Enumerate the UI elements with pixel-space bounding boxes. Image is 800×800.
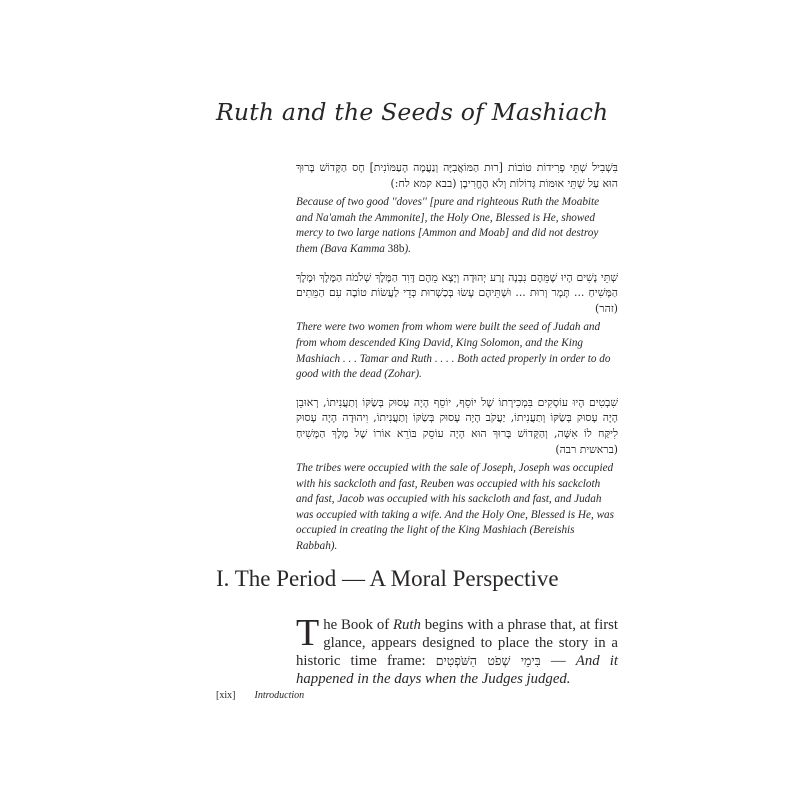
epigraph-1-hebrew: בִּשְׁבִיל שְׁתֵּי פְרִידוֹת טוֹבוֹת [רוּת הַמּוֹאֲבִיָּה וְנַעֲמָה הָעַמּוֹנִית] חָס הַקָּדוֹשׁ בָּרוּךְ הוּא עַל שְׁתֵּי אוּמּוֹת גְּדוֹלוֹת וְלֹא הֶחֱרִיבָן (בבא קמא לח:) bbox=[296, 161, 618, 190]
body-paragraph bbox=[296, 612, 618, 688]
epigraph-1-english-text: Because of two good ''doves'' [pure and righteous Ruth the Moabite and Na'amah the Ammonite], the Holy One, Blessed is He, showed mercy to two large nations [Ammon and Moab] and did not destroy them (Bava Kamma bbox=[296, 196, 600, 255]
drop-cap: T bbox=[296, 612, 320, 654]
page-footer bbox=[216, 683, 516, 702]
chapter-title: Ruth and the Seeds of Mashiach bbox=[216, 98, 609, 126]
page-number: [xix] bbox=[216, 690, 236, 701]
body-text-1: he Book of bbox=[323, 617, 393, 633]
epigraph-1-reference: 38b bbox=[387, 242, 405, 255]
epigraph-block bbox=[296, 160, 618, 567]
epigraph-2 bbox=[296, 270, 618, 383]
epigraph-1-english-end: ). bbox=[404, 242, 411, 255]
epigraph-3-hebrew: שִׁבְטִים הָיוּ עוֹסְקִים בִּמְכִירָתוֹ שֶׁל יוֹסֵף, יוֹסֵף הָיָה עָסוּק בְּשַׂקּוֹ וְתַעֲנִיתוֹ, רְאוּבֵן הָיָה עָסוּק בְּשַׂקּוֹ וְתַעֲנִיתוֹ, יַעֲקֹב הָיָה עָסוּק בְּשַׂקּוֹ וְתַעֲנִיתוֹ, וִיהוּדָה הָיָה עָסוּק לִיקַּח לוֹ אִשָּׁה, וְהַקָּדוֹשׁ בָּרוּךְ הוּא הָיָה עוֹסֵק בּוֹרֵא אוֹרוֹ שֶׁל מֶלֶךְ הַמָּשִׁיחַ (בראשית רבה) bbox=[296, 395, 618, 456]
phrase-translation: And it happened in the days when the Judges judged. bbox=[296, 653, 618, 687]
book-title: Ruth bbox=[392, 617, 421, 633]
section-heading: I. The Period — A Moral Perspective bbox=[216, 566, 559, 591]
body-text-2: begins with a phrase that, at first glance, appears designed to place the story in a historic time frame: bbox=[296, 617, 618, 669]
epigraph-1-english bbox=[296, 195, 618, 257]
hebrew-phrase: בִּימֵי שְׁפֹט הַשֹּׁפְטִים bbox=[435, 653, 541, 668]
epigraph-1 bbox=[296, 160, 618, 258]
epigraph-2-english: There were two women from whom were built the seed of Judah and from whom descended King David, King Solomon, and the King Mashiach . . . Tamar and Ruth . . . . Both acted properly in order to do good with the dead (Zohar). bbox=[296, 321, 611, 381]
epigraph-2-hebrew: שְׁתֵּי נָשִׁים הָיוּ שֶׁמֵּהֶם נִבְנָה זֶרַע יְהוּדָה וְיָצָא מֵהֶם דָּוִד הַמֶּלֶךְ שְׁלֹמֹה הַמֶּלֶךְ וּמֶלֶךְ הַמָּשִׁיחַ ... תָּמָר וְרוּת ... וּשְׁתֵּיהֶם עָשׂוּ בְּכַשְׁרוּת כְּדֵי לַעֲשׂוֹת טוֹבָה עִם הַמֵּתִים (זהר) bbox=[296, 270, 618, 315]
epigraph-3-english: The tribes were occupied with the sale of Joseph, Joseph was occupied with his sackcloth and fast, Reuben was occupied with his sackcloth and fast, Jacob was occupied with his sackcloth and fast, and Judah was occupied with taking a wife. And the Holy One, Blessed is He, was occupied in creating the light of the King Mashiach (Bereishis Rabbah). bbox=[296, 462, 614, 553]
body-text-3: — bbox=[540, 653, 576, 669]
running-head: Introduction bbox=[254, 690, 305, 701]
epigraph-3 bbox=[296, 395, 618, 555]
